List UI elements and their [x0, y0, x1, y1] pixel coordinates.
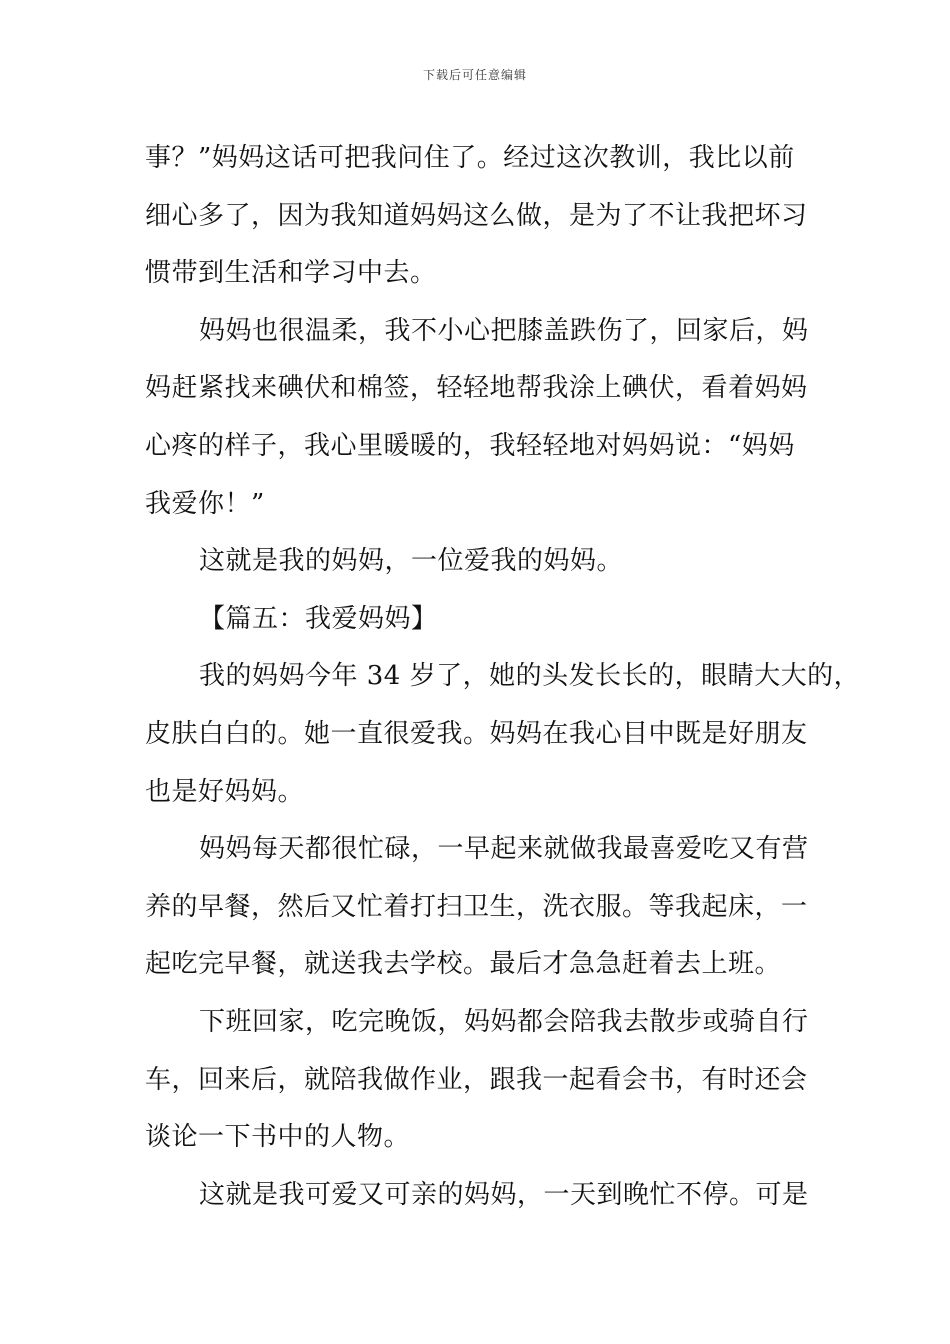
paragraph [145, 533, 825, 591]
text-line: 养的早餐，然后又忙着打扫卫生，洗衣服。等我起床，一 [145, 891, 808, 922]
text-line: 起吃完早餐，就送我去学校。最后才急急赶着去上班。 [145, 949, 782, 980]
text-line: 惯带到生活和学习中去。 [145, 258, 437, 289]
paragraph [145, 130, 825, 303]
paragraph [145, 994, 825, 1167]
section-heading [145, 591, 825, 649]
page-header: 下载后可任意编辑 [422, 68, 527, 82]
paragraph [145, 1167, 825, 1225]
text-line: 心疼的样子，我心里暖暖的，我轻轻地对妈妈说：“妈妈 [145, 430, 795, 461]
text-line: 事？”妈妈这话可把我问住了。经过这次教训，我比以前 [145, 143, 795, 173]
text-line: 皮肤白白的。她一直很爱我。妈妈在我心目中既是好朋友 [145, 718, 808, 749]
text-line: 我的妈妈今年 34 岁了，她的头发长长的，眼睛大大的， [199, 661, 861, 692]
text-line: 细心多了，因为我知道妈妈这么做，是为了不让我把坏习 [145, 200, 808, 231]
paragraph [145, 821, 825, 994]
text-line: 谈论一下书中的人物。 [145, 1122, 411, 1153]
text-line: 下班回家，吃完晚饭，妈妈都会陪我去散步或骑自行 [199, 1006, 809, 1037]
body-text [145, 130, 861, 1224]
text-line: 也是好妈妈。 [145, 776, 305, 807]
text-line: 这就是我可爱又可亲的妈妈，一天到晚忙不停。可是 [199, 1179, 809, 1210]
paragraph [145, 303, 825, 533]
text-line: 我爱你！” [145, 488, 265, 519]
section-heading-text: 【篇五：我爱妈妈】 [199, 603, 438, 634]
text-line: 妈赶紧找来碘伏和棉签，轻轻地帮我涂上碘伏，看着妈妈 [145, 373, 808, 404]
text-line: 车，回来后，就陪我做作业，跟我一起看会书，有时还会 [145, 1064, 808, 1095]
text-line: 妈妈也很温柔，我不小心把膝盖跌伤了，回家后，妈 [199, 315, 809, 346]
paragraph [145, 648, 861, 821]
text-line: 这就是我的妈妈，一位爱我的妈妈。 [199, 546, 624, 577]
text-line: 妈妈每天都很忙碌，一早起来就做我最喜爱吃又有营 [199, 834, 809, 865]
